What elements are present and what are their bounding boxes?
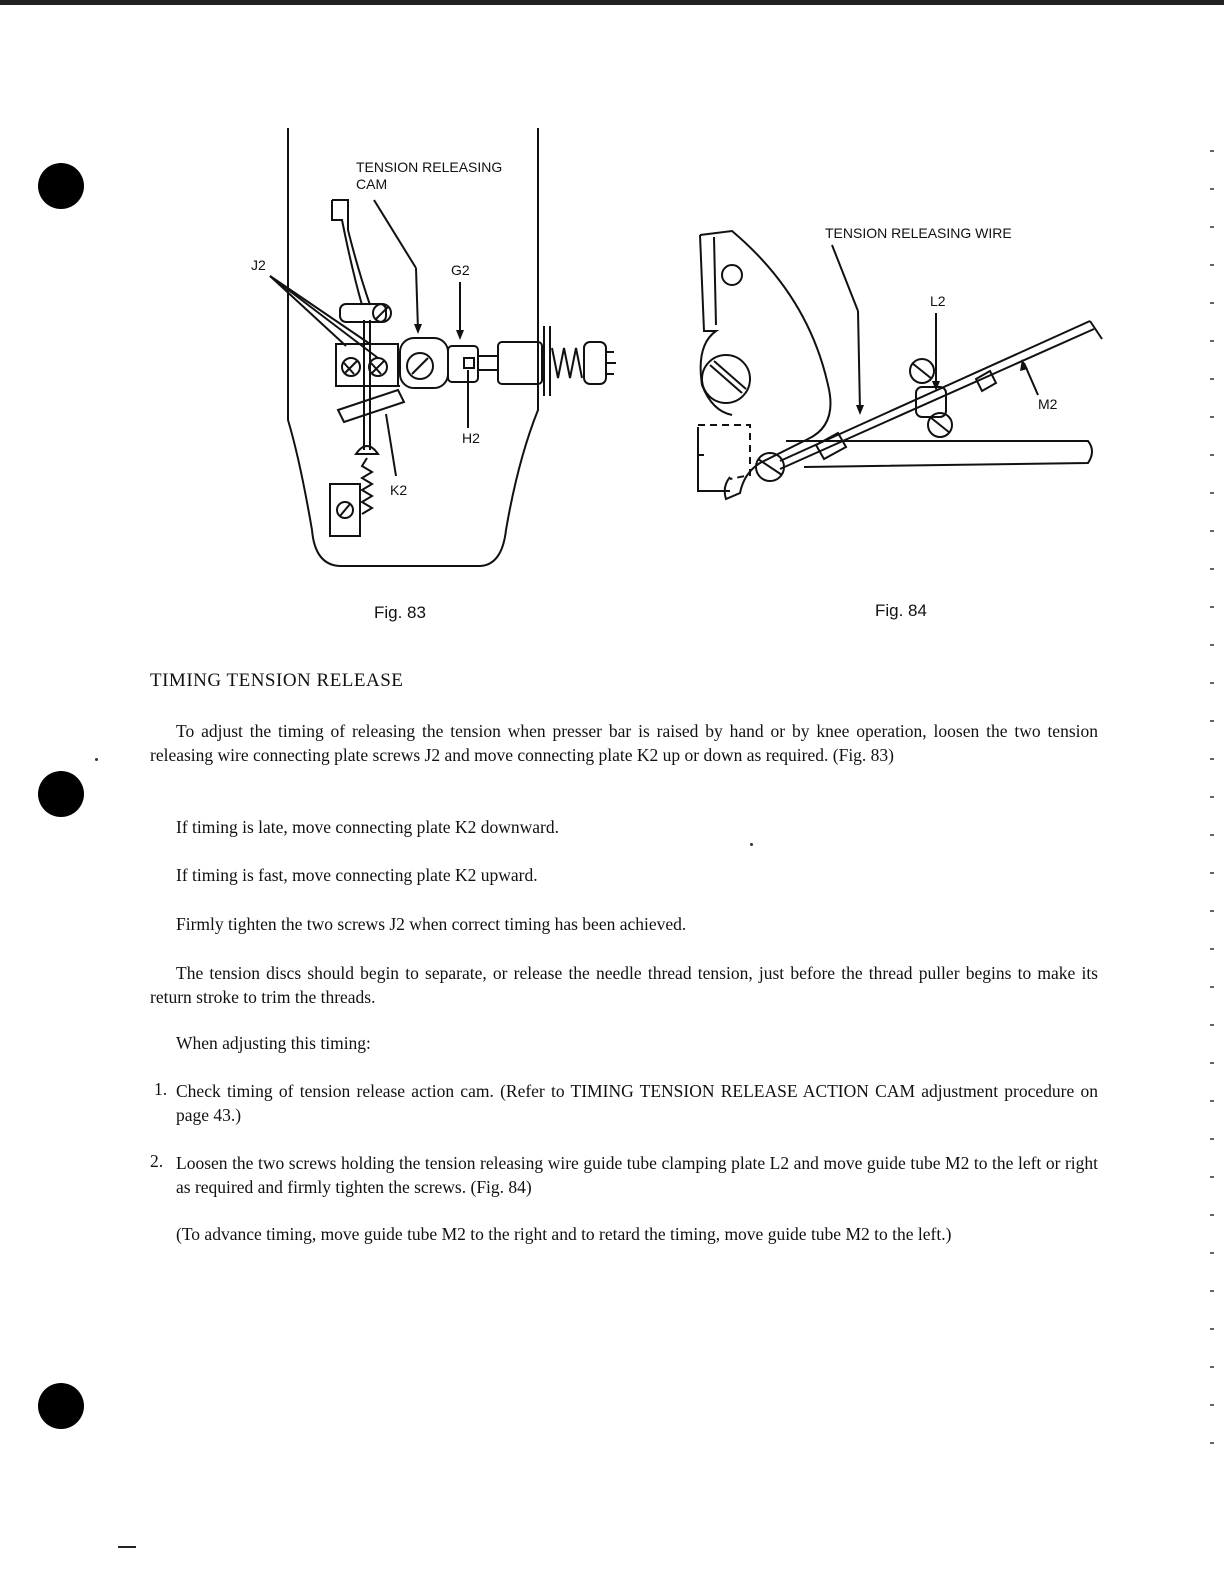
fig83-label-h2: H2 [462,430,480,446]
step-2-text: Loosen the two screws holding the tension releasing wire guide tube clamping plate L2 and move guide tube M2 to the left or right as required and firmly tighten the screws. (Fig. 84) [176,1153,1098,1197]
paragraph-when: When adjusting this timing: [176,1033,371,1053]
scan-speck [750,843,753,846]
top-border [0,0,1224,5]
step-1-number: 1. [154,1079,168,1099]
fig83-label-cam-line1: TENSION RELEASING [356,159,503,175]
fig83-label-g2: G2 [451,262,470,278]
fig83-label-j2: J2 [251,257,266,273]
fig84-label-l2: L2 [930,293,946,309]
figure-83-diagram [230,120,650,580]
binder-hole-top [38,163,84,209]
figure-84-diagram [690,215,1120,515]
paragraph-intro: To adjust the timing of releasing the tension when presser bar is raised by hand or by knee operation, loosen the two tension releasing wire connecting plate screws J2 and move connecting plate K2 up or down as required. (Fig. 83) [150,721,1098,765]
scan-edge-marks [1210,150,1214,1450]
paragraph-tighten: Firmly tighten the two screws J2 when correct timing has been achieved. [176,914,687,934]
fig84-caption: Fig. 84 [875,601,927,620]
fig84-label-m2: M2 [1038,396,1058,412]
scan-dash [118,1546,136,1548]
scan-speck [95,758,98,761]
step-2-number: 2. [150,1151,164,1171]
fig83-caption: Fig. 83 [374,603,426,622]
fig83-label-cam-line2: CAM [356,176,388,192]
fig83-label-k2: K2 [390,482,408,498]
binder-hole-bottom [38,1383,84,1429]
paragraph-note: (To advance timing, move guide tube M2 to the right and to retard the timing, move guide tube M2 to the left.) [176,1224,952,1244]
paragraph-late: If timing is late, move connecting plate K2 downward. [176,817,559,837]
binder-hole-middle [38,771,84,817]
paragraph-fast: If timing is fast, move connecting plate K2 upward. [176,865,538,885]
section-heading: TIMING TENSION RELEASE [150,670,404,691]
fig84-label-wire: TENSION RELEASING WIRE [825,225,1012,241]
step-1-text: Check timing of tension release action cam. (Refer to TIMING TENSION RELEASE ACTION CAM adjustment procedure on page 43.) [176,1081,1098,1125]
paragraph-discs: The tension discs should begin to separate, or release the needle thread tension, just before the thread puller begins to make its return stroke to trim the threads. [150,963,1098,1007]
